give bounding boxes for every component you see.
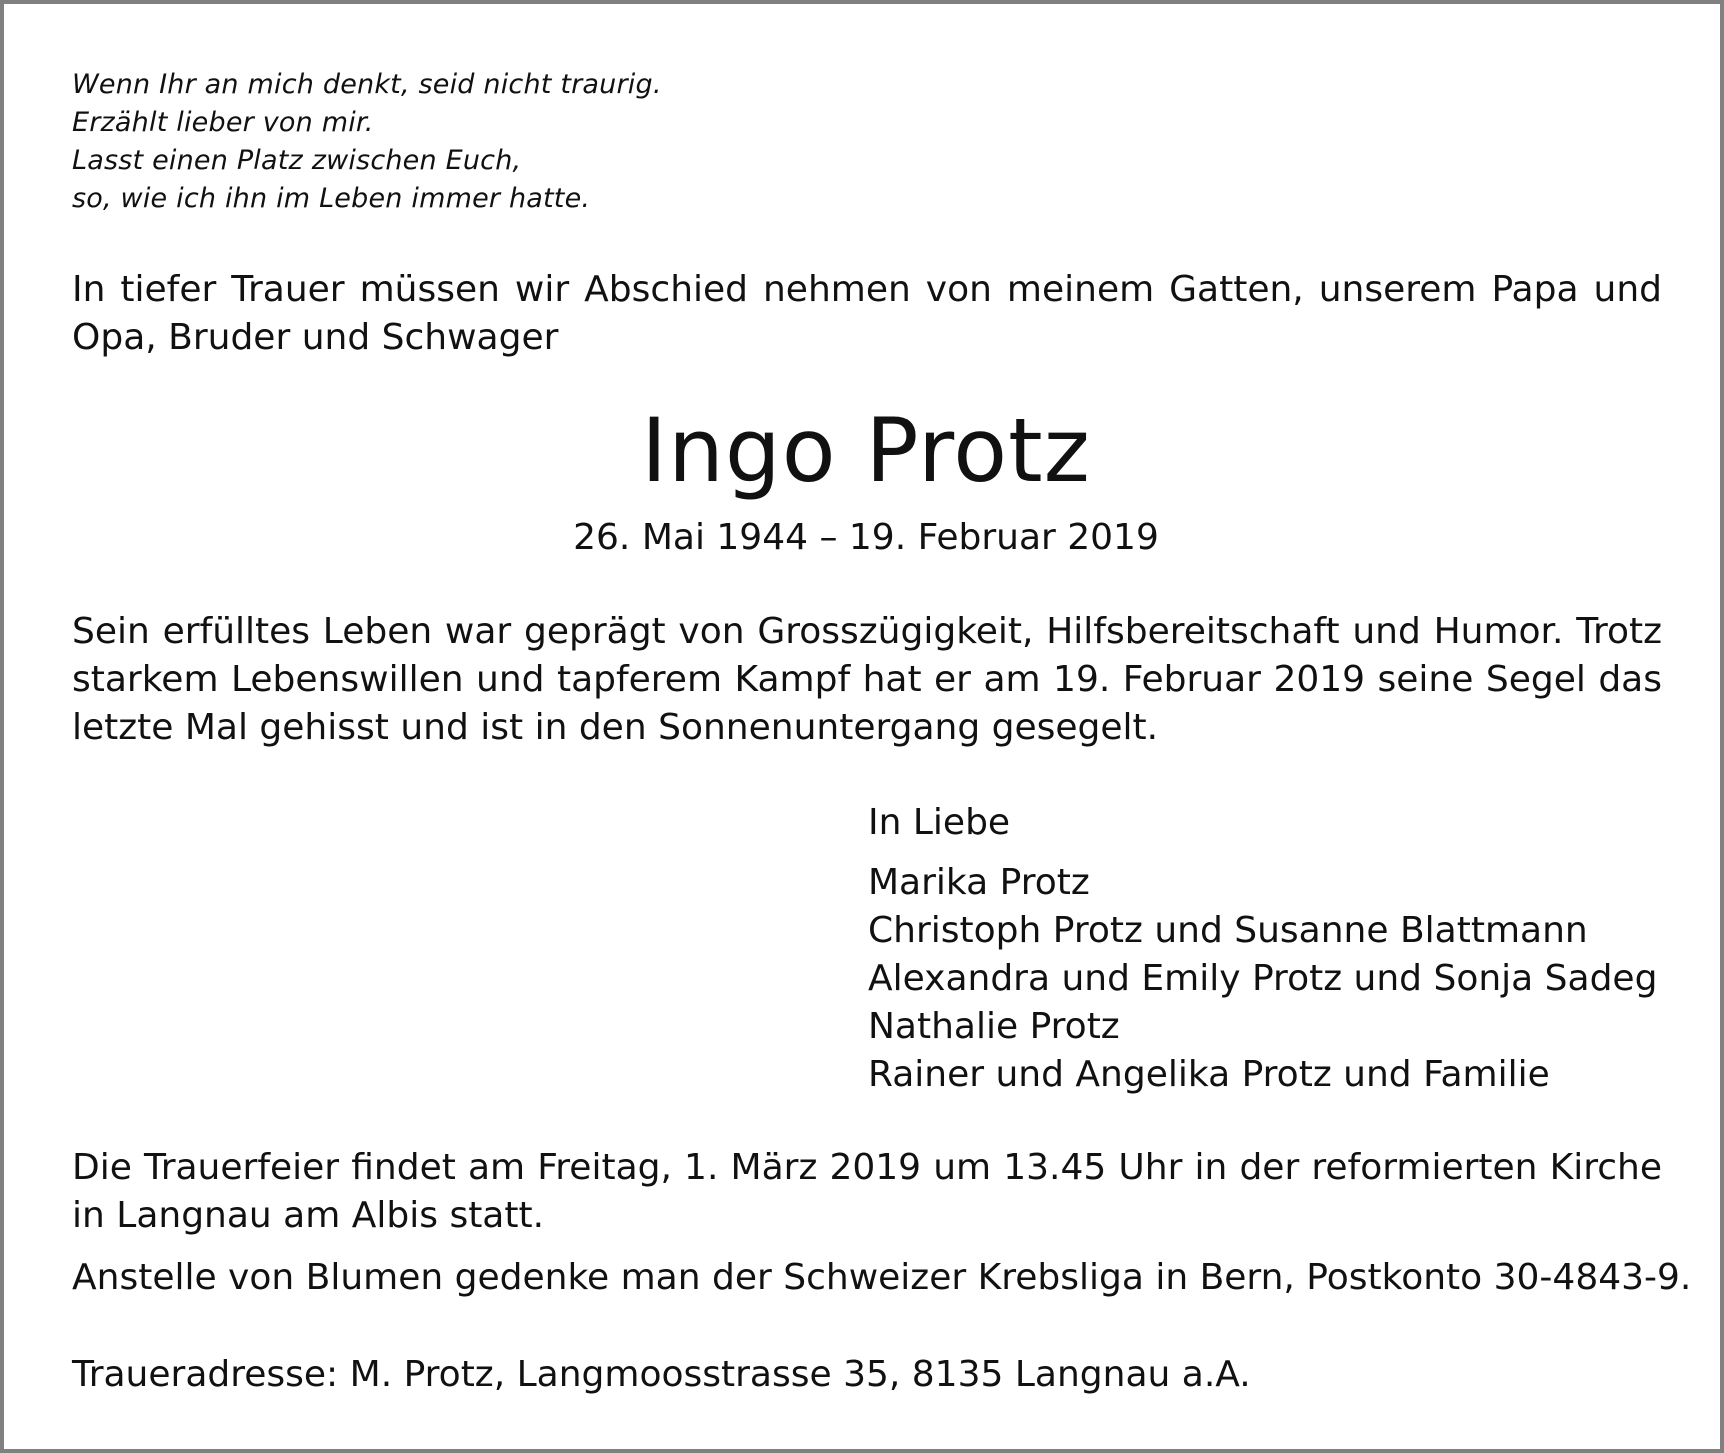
poem-line: Lasst einen Platz zwischen Euch, [72,145,522,176]
mourner-name: Marika Protz [868,862,1090,903]
poem-line: so, wie ich ihn im Leben immer hatte. [72,183,591,214]
donation-note: Anstelle von Blumen gedenke man der Schweizer Krebsliga in Bern, Postkonto 30-4843-9. [72,1257,1692,1298]
poem-line: Wenn Ihr an mich denkt, seid nicht traurig. [72,69,662,100]
service-line: in Langnau am Albis statt. [72,1195,545,1236]
mourning-address: Traueradresse: M. Protz, Langmoosstrasse 35, 8135 Langnau a.A. [72,1354,1251,1395]
deceased-name: Ingo Protz [641,399,1091,502]
tribute-line: starkem Lebenswillen und tapferem Kampf hat er am 19. Februar 2019 seine Segel das [72,659,1662,700]
intro-line: In tiefer Trauer müssen wir Abschied nehmen von meinem Gatten, unserem Papa und [72,269,1662,310]
signoff-heading: In Liebe [868,802,1011,843]
service-line: Die Trauerfeier findet am Freitag, 1. März 2019 um 13.45 Uhr in der reformierten Kirche [72,1147,1662,1188]
life-dates: 26. Mai 1944 – 19. Februar 2019 [573,517,1159,558]
mourner-name: Christoph Protz und Susanne Blattmann [868,910,1588,951]
mourner-name: Rainer und Angelika Protz und Familie [868,1054,1550,1095]
tribute-line: letzte Mal gehisst und ist in den Sonnenuntergang gesegelt. [72,707,1159,748]
poem-line: Erzählt lieber von mir. [72,107,374,138]
mourner-name: Alexandra und Emily Protz und Sonja Sadeg [868,958,1658,999]
tribute-line: Sein erfülltes Leben war geprägt von Grosszügigkeit, Hilfsbereitschaft und Humor. Trotz [72,611,1662,652]
intro-line: Opa, Bruder und Schwager [72,317,559,358]
mourner-name: Nathalie Protz [868,1006,1120,1047]
